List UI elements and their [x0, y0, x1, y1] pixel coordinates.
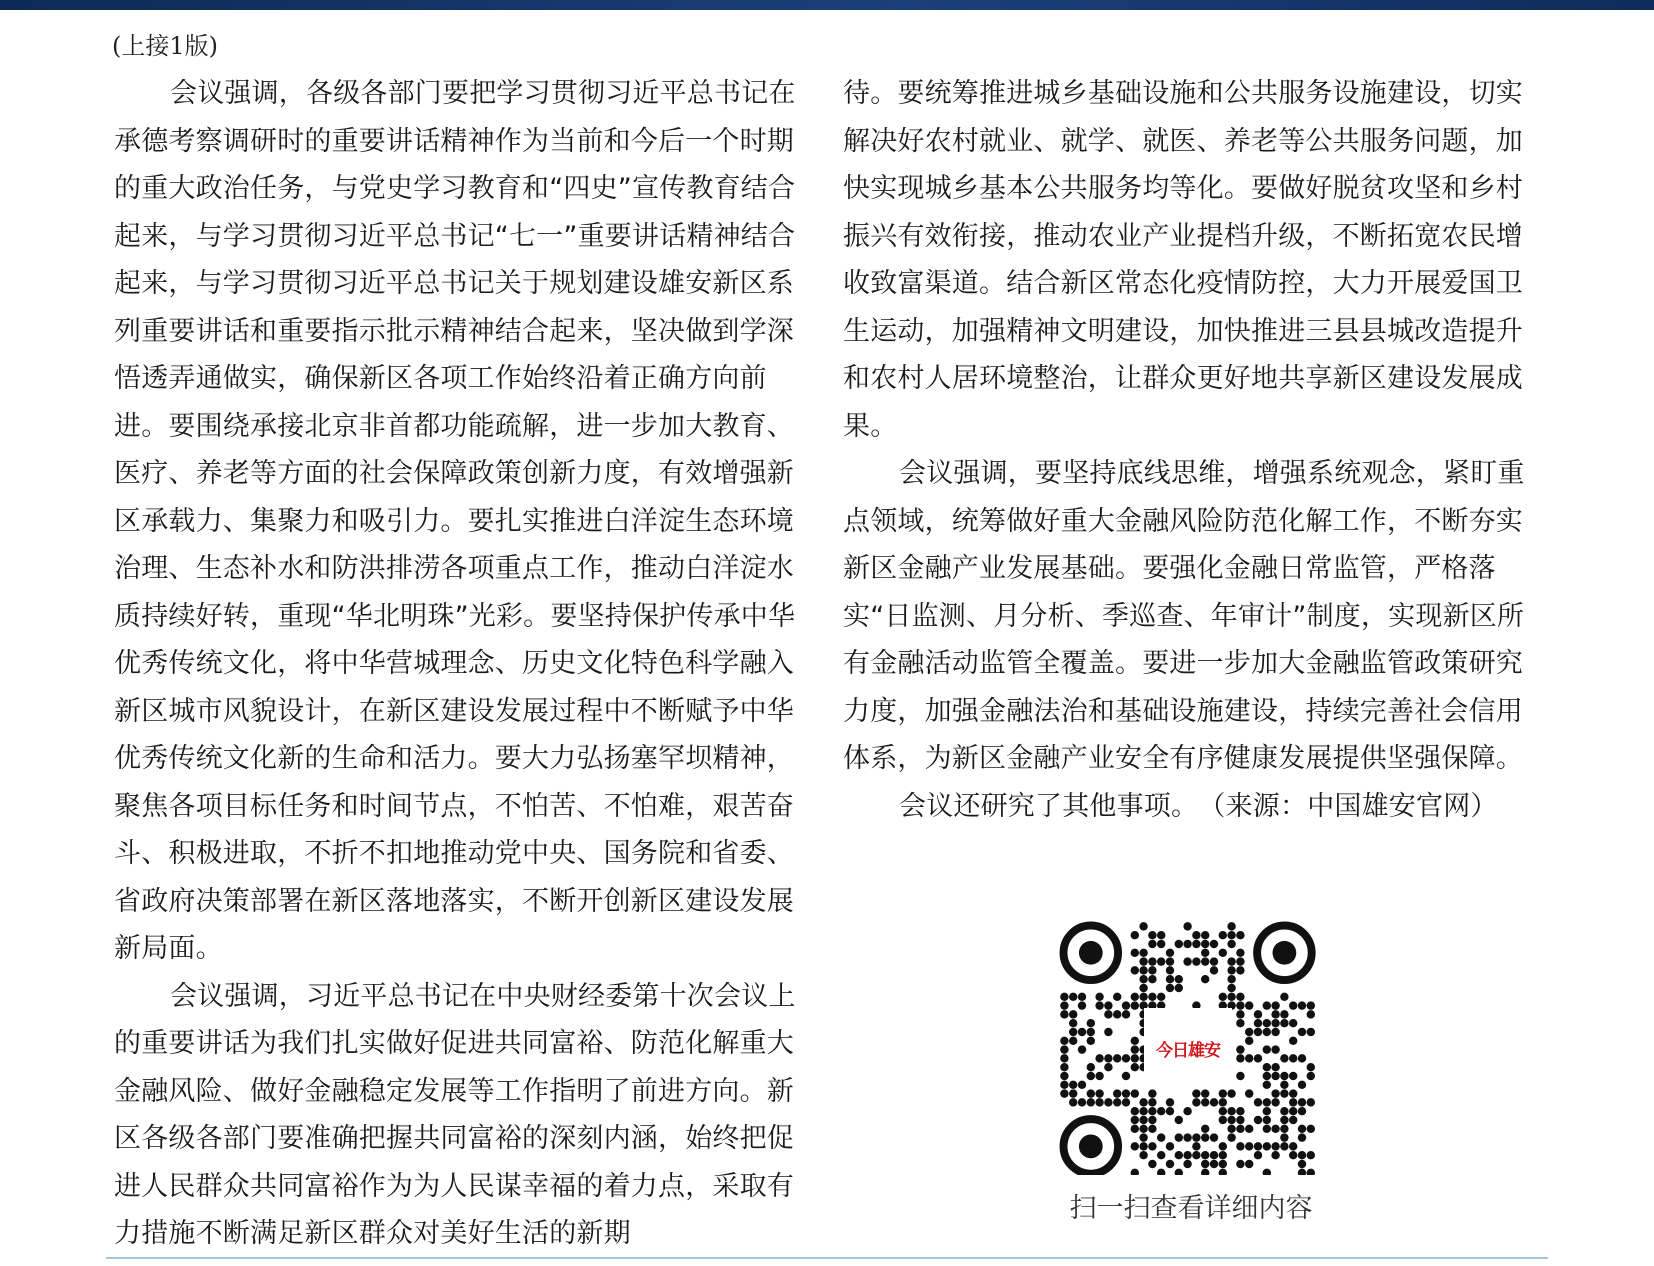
qr-dot — [1139, 922, 1147, 930]
qr-dot — [1183, 1133, 1191, 1141]
qr-dot — [1219, 1151, 1227, 1159]
qr-dot — [1280, 1116, 1288, 1124]
qr-dot — [1227, 1133, 1235, 1141]
qr-dot — [1175, 1169, 1183, 1175]
qr-dot — [1183, 922, 1191, 930]
qr-dot — [1131, 1045, 1139, 1053]
qr-dot — [1219, 931, 1227, 939]
qr-dot — [1157, 931, 1165, 939]
qr-dot — [1175, 1151, 1183, 1159]
qr-dot — [1139, 975, 1147, 983]
qr-dot — [1236, 993, 1244, 1001]
qr-dot — [1131, 1169, 1139, 1175]
qr-dot — [1236, 1107, 1244, 1115]
qr-dot — [1131, 966, 1139, 974]
qr-dot — [1210, 940, 1218, 948]
qr-dot — [1166, 1098, 1174, 1106]
qr-dot — [1245, 1028, 1253, 1036]
qr-dot — [1271, 1072, 1279, 1080]
qr-dot — [1104, 1063, 1112, 1071]
qr-dot — [1122, 1001, 1130, 1009]
qr-dot — [1113, 1054, 1121, 1062]
qr-dot — [1148, 1098, 1156, 1106]
qr-dot — [1227, 940, 1235, 948]
qr-dot — [1122, 1072, 1130, 1080]
qr-dot — [1192, 1151, 1200, 1159]
qr-dot — [1131, 1054, 1139, 1062]
qr-dot — [1236, 1001, 1244, 1009]
qr-dot — [1069, 1028, 1077, 1036]
qr-dot — [1219, 1160, 1227, 1168]
qr-dot — [1201, 957, 1209, 965]
qr-dot — [1289, 1089, 1297, 1097]
qr-dot — [1271, 1063, 1279, 1071]
qr-dot — [1219, 949, 1227, 957]
qr-dot — [1263, 1107, 1271, 1115]
qr-dot — [1175, 940, 1183, 948]
qr-dot — [1307, 1001, 1315, 1009]
qr-dot — [1289, 1098, 1297, 1106]
qr-dot — [1263, 1169, 1271, 1175]
qr-dot — [1245, 1037, 1253, 1045]
qr-dot — [1289, 1001, 1297, 1009]
qr-dot — [1307, 1063, 1315, 1071]
qr-dot — [1201, 1133, 1209, 1141]
qr-dot — [1078, 993, 1086, 1001]
qr-dot — [1236, 1125, 1244, 1133]
qr-dot — [1298, 1151, 1306, 1159]
qr-dot — [1271, 1010, 1279, 1018]
qr-dot — [1113, 1098, 1121, 1106]
qr-dot — [1069, 993, 1077, 1001]
qr-dot — [1139, 966, 1147, 974]
qr-dot — [1227, 1107, 1235, 1115]
qr-dot — [1060, 993, 1068, 1001]
qr-dot — [1280, 1019, 1288, 1027]
qr-dot — [1060, 1072, 1068, 1080]
qr-dot — [1227, 1089, 1235, 1097]
qr-dot — [1271, 1142, 1279, 1150]
qr-dot — [1236, 1160, 1244, 1168]
qr-dot — [1139, 1098, 1147, 1106]
qr-dot — [1245, 1089, 1253, 1097]
qr-dot — [1236, 966, 1244, 974]
qr-dot — [1104, 1001, 1112, 1009]
qr-dot — [1263, 1072, 1271, 1080]
qr-logo-text: 今日雄安 — [1156, 1040, 1220, 1061]
qr-dot — [1078, 1098, 1086, 1106]
qr-dot — [1113, 1010, 1121, 1018]
qr-dot — [1219, 1089, 1227, 1097]
qr-dot — [1139, 993, 1147, 1001]
qr-dot — [1227, 975, 1235, 983]
qr-dot — [1157, 1151, 1165, 1159]
qr-dot — [1104, 1098, 1112, 1106]
qr-dot — [1227, 993, 1235, 1001]
qr-dot — [1131, 1125, 1139, 1133]
qr-dot — [1157, 993, 1165, 1001]
qr-dot — [1131, 1116, 1139, 1124]
qr-dot — [1307, 1098, 1315, 1106]
qr-dot — [1298, 1081, 1306, 1089]
qr-dot — [1271, 1151, 1279, 1159]
qr-dot — [1131, 993, 1139, 1001]
qr-dot — [1139, 957, 1147, 965]
qr-dot — [1289, 1037, 1297, 1045]
qr-dot — [1192, 940, 1200, 948]
qr-dot — [1254, 1151, 1262, 1159]
qr-dot — [1227, 957, 1235, 965]
qr-dot — [1069, 1089, 1077, 1097]
qr-dot — [1069, 1010, 1077, 1018]
qr-logo — [1144, 1008, 1232, 1088]
qr-dot — [1236, 1010, 1244, 1018]
qr-dot — [1183, 940, 1191, 948]
qr-dot — [1245, 1125, 1253, 1133]
qr-dot — [1131, 1037, 1139, 1045]
qr-dot — [1060, 1001, 1068, 1009]
qr-dot — [1192, 1089, 1200, 1097]
qr-dot — [1254, 1028, 1262, 1036]
top-banner-bar — [0, 0, 1654, 10]
qr-dot — [1201, 931, 1209, 939]
qr-dot — [1157, 1107, 1165, 1115]
qr-dot — [1210, 1151, 1218, 1159]
qr-dot — [1078, 1045, 1086, 1053]
qr-dot — [1271, 1001, 1279, 1009]
qr-dot — [1131, 1107, 1139, 1115]
qr-dot — [1263, 1045, 1271, 1053]
qr-dot — [1166, 966, 1174, 974]
qr-dot — [1192, 931, 1200, 939]
article-right-column — [843, 70, 1533, 830]
paragraph: 会议强调，要坚持底线思维，增强系统观念，紧盯重点领域，统筹做好重大金融风险防范化解工作，不断夯实新区金融产业发展基础。要强化金融日常监管，严格落实“日监测、月分析、季巡查、年审计”制度，实现新区所有金融活动监管全覆盖。要进一步加大金融监管政策研究力度，加强金融法治和基础设施建设，持续完善社会信用体系，为新区金融产业安全有序健康发展提供坚强保障。 — [843, 458, 1525, 774]
qr-dot — [1263, 1001, 1271, 1009]
qr-dot — [1087, 1089, 1095, 1097]
qr-dot — [1087, 1037, 1095, 1045]
qr-dot — [1148, 1116, 1156, 1124]
qr-dot — [1280, 1010, 1288, 1018]
qr-dot — [1122, 1010, 1130, 1018]
source-note: 会议还研究了其他事项。 （来源：中国雄安官网） — [899, 790, 1498, 822]
qr-dot — [1183, 957, 1191, 965]
qr-dot — [1148, 940, 1156, 948]
qr-dot — [1245, 1001, 1253, 1009]
qr-dot — [1104, 1054, 1112, 1062]
qr-dot — [1254, 1098, 1262, 1106]
qr-dot — [1219, 993, 1227, 1001]
qr-dot — [1087, 1019, 1095, 1027]
qr-dot — [1113, 1089, 1121, 1097]
qr-dot — [1113, 993, 1121, 1001]
qr-dot — [1060, 1089, 1068, 1097]
qr-dot — [1227, 1125, 1235, 1133]
continuation-note: (上接1版) — [112, 32, 218, 60]
qr-dot — [1157, 940, 1165, 948]
qr-dot — [1131, 1001, 1139, 1009]
qr-dot — [1280, 1054, 1288, 1062]
qr-dot — [1175, 975, 1183, 983]
qr-dot — [1289, 1151, 1297, 1159]
qr-dot — [1131, 931, 1139, 939]
paragraph: 会议强调，各级各部门要把学习贯彻习近平总书记在承德考察调研时的重要讲话精神作为当前和今后一个时期的重大政治任务，与党史学习教育和“四史”宣传教育结合起来，与学习贯彻习近平总书记“七一”重要讲话精神结合起来，与学习贯彻习近平总书记关于规划建设雄安新区系列重要讲话和重要指示批示精神结合起来，坚决做到学深悟透弄通做实，确保新区各项工作始终沿着正确方向前进。要围绕承接北京非首都功能疏解，进一步加大教育、医疗、养老等方面的社会保障政策创新力度，有效增强新区承载力、集聚力和吸引力。要扎实推进白洋淀生态环境治理、生态补水和防洪排涝各项重点工作，推动白洋淀水质持续好转，重现“华北明珠”光彩。要坚持保护传承中华优秀传统文化，将中华营城理念、历史文化特色科学融入新区城市风貌设计，在新区建设发展过程中不断赋予中华优秀传统文化新的生命和活力。要大力弘扬塞罕坝精神，聚焦各项目标任务和时间节点，不怕苦、不怕难，艰苦奋斗、积极进取，不折不扣地推动党中央、国务院和省委、省政府决策部署在新区落地落实，不断开创新区建设发展新局面。 — [114, 78, 796, 964]
qr-dot — [1219, 1116, 1227, 1124]
qr-dot — [1227, 931, 1235, 939]
qr-dot — [1236, 1019, 1244, 1027]
qr-dot — [1069, 1019, 1077, 1027]
qr-dot — [1307, 1028, 1315, 1036]
qr-dot — [1298, 1125, 1306, 1133]
qr-dot — [1254, 1010, 1262, 1018]
qr-dot — [1095, 1098, 1103, 1106]
qr-dot — [1139, 1133, 1147, 1141]
qr-dot — [1087, 1072, 1095, 1080]
qr-dot — [1227, 984, 1235, 992]
qr-dot — [1087, 1098, 1095, 1106]
qr-dot — [1166, 984, 1174, 992]
qr-dot — [1263, 1063, 1271, 1071]
qr-dot — [1219, 1098, 1227, 1106]
qr-dot — [1166, 975, 1174, 983]
qr-dot — [1069, 1098, 1077, 1106]
qr-dot — [1139, 1125, 1147, 1133]
qr-dot — [1201, 1169, 1209, 1175]
qr-dot — [1192, 1133, 1200, 1141]
qr-finder-center — [1273, 941, 1297, 965]
qr-dot — [1201, 949, 1209, 957]
qr-dot — [1060, 1037, 1068, 1045]
qr-dot — [1298, 1098, 1306, 1106]
qr-dot — [1166, 1142, 1174, 1150]
qr-dot — [1271, 1125, 1279, 1133]
qr-dot — [1201, 1098, 1209, 1106]
qr-dot — [1271, 1098, 1279, 1106]
qr-dot — [1271, 1045, 1279, 1053]
qr-dot — [1139, 1116, 1147, 1124]
qr-dot — [1263, 1142, 1271, 1150]
qr-dot — [1236, 1045, 1244, 1053]
qr-dot — [1245, 1142, 1253, 1150]
qr-dot — [1289, 1142, 1297, 1150]
qr-dot — [1201, 1160, 1209, 1168]
qr-dot — [1201, 1151, 1209, 1159]
qr-dot — [1078, 1028, 1086, 1036]
qr-dot — [1078, 1081, 1086, 1089]
qr-dot — [1307, 1072, 1315, 1080]
paragraph-continued: 待。要统筹推进城乡基础设施和公共服务设施建设，切实解决好农村就业、就学、就医、养老等公共服务问题，加快实现城乡基本公共服务均等化。要做好脱贫攻坚和乡村振兴有效衔接，推动农业产业提档升级，不断拓宽农民增收致富渠道。结合新区常态化疫情防控，大力开展爱国卫生运动，加强精神文明建设，加快推进三县县城改造提升和农村人居环境整治，让群众更好地共享新区建设发展成果。 — [843, 78, 1523, 442]
qr-dot — [1166, 1107, 1174, 1115]
qr-dot — [1263, 1098, 1271, 1106]
qr-dot — [1104, 1028, 1112, 1036]
qr-dot — [1271, 1019, 1279, 1027]
qr-dot — [1157, 1169, 1165, 1175]
qr-caption: 扫一扫查看详细内容 — [1069, 1193, 1313, 1224]
qr-dot — [1060, 1045, 1068, 1053]
qr-dot — [1236, 949, 1244, 957]
qr-dot — [1166, 1160, 1174, 1168]
qr-dot — [1148, 1142, 1156, 1150]
qr-dot — [1166, 957, 1174, 965]
qr-dot — [1289, 1019, 1297, 1027]
qr-dot — [1175, 1133, 1183, 1141]
qr-dot — [1289, 1054, 1297, 1062]
qr-dot — [1263, 1028, 1271, 1036]
qr-dot — [1263, 1019, 1271, 1027]
qr-dot — [1263, 1081, 1271, 1089]
qr-dot — [1219, 1107, 1227, 1115]
qr-dot — [1148, 975, 1156, 983]
qr-dot — [1298, 1169, 1306, 1175]
qr-dot — [1219, 1169, 1227, 1175]
qr-dot — [1139, 1107, 1147, 1115]
qr-dot — [1280, 1072, 1288, 1080]
qr-dot — [1131, 949, 1139, 957]
qr-dot — [1289, 1072, 1297, 1080]
qr-dot — [1210, 1160, 1218, 1168]
qr-dot — [1210, 957, 1218, 965]
qr-dot — [1060, 1081, 1068, 1089]
qr-dot — [1236, 1054, 1244, 1062]
qr-dot — [1069, 1081, 1077, 1089]
qr-dot — [1095, 993, 1103, 1001]
qr-dot — [1298, 1001, 1306, 1009]
qr-dot — [1210, 966, 1218, 974]
qr-dot — [1210, 1098, 1218, 1106]
qr-dot — [1245, 1160, 1253, 1168]
qr-dot — [1236, 957, 1244, 965]
qr-dot — [1280, 993, 1288, 1001]
qr-dot — [1307, 1010, 1315, 1018]
qr-dot — [1104, 1010, 1112, 1018]
qr-dot — [1139, 949, 1147, 957]
qr-dot — [1139, 1151, 1147, 1159]
qr-dot — [1298, 1160, 1306, 1168]
qr-dot — [1280, 1142, 1288, 1150]
qr-finder-center — [1079, 1135, 1103, 1159]
qr-dot — [1289, 1116, 1297, 1124]
qr-dot — [1166, 949, 1174, 957]
qr-dot — [1183, 1107, 1191, 1115]
paragraph: 会议强调，习近平总书记在中央财经委第十次会议上的重要讲话为我们扎实做好促进共同富裕、防范化解重大金融风险、做好金融稳定发展等工作指明了前进方向。新区各级各部门要准确把握共同富裕的深刻内涵，始终把促进人民群众共同富裕作为为人民谋幸福的着力点，采取有力措施不断满足新区群众对美好生活的新期 — [114, 980, 796, 1249]
qr-dot — [1183, 1151, 1191, 1159]
qr-dot — [1245, 1054, 1253, 1062]
qr-dot — [1298, 1107, 1306, 1115]
qr-dot — [1148, 1160, 1156, 1168]
qr-dot — [1095, 1001, 1103, 1009]
qr-dot — [1131, 1089, 1139, 1097]
qr-dot — [1131, 1142, 1139, 1150]
qr-dot — [1087, 1063, 1095, 1071]
qr-dot — [1254, 1142, 1262, 1150]
qr-dot — [1148, 931, 1156, 939]
qr-dot — [1122, 1098, 1130, 1106]
qr-dot — [1201, 975, 1209, 983]
qr-dot — [1307, 1151, 1315, 1159]
qr-dot — [1122, 1089, 1130, 1097]
qr-dot — [1095, 1072, 1103, 1080]
qr-dot — [1139, 1142, 1147, 1150]
qr-dot — [1175, 984, 1183, 992]
qr-dot — [1157, 1133, 1165, 1141]
qr-dot — [1307, 1169, 1315, 1175]
qr-dot — [1122, 1054, 1130, 1062]
qr-dot — [1148, 1125, 1156, 1133]
qr-dot — [1236, 1142, 1244, 1150]
qr-dot — [1078, 1001, 1086, 1009]
qr-dot — [1227, 922, 1235, 930]
qr-dot — [1192, 1142, 1200, 1150]
qr-dot — [1263, 1125, 1271, 1133]
qr-dot — [1148, 993, 1156, 1001]
qr-dot — [1227, 1116, 1235, 1124]
qr-dot — [1148, 1107, 1156, 1115]
qr-dot — [1201, 1125, 1209, 1133]
qr-dot — [1298, 1133, 1306, 1141]
article-left-column — [114, 70, 814, 1258]
qr-dot — [1060, 1054, 1068, 1062]
qr-dot — [1280, 1089, 1288, 1097]
qr-code[interactable] — [1058, 920, 1318, 1175]
qr-dot — [1236, 931, 1244, 939]
qr-finder-center — [1079, 941, 1103, 965]
qr-dot — [1298, 1028, 1306, 1036]
qr-dot — [1201, 940, 1209, 948]
qr-dot — [1254, 1019, 1262, 1027]
qr-dot — [1192, 1098, 1200, 1106]
qr-dot — [1254, 1054, 1262, 1062]
qr-dot — [1307, 1125, 1315, 1133]
qr-dot — [1095, 1089, 1103, 1097]
qr-dot — [1139, 984, 1147, 992]
qr-dot — [1148, 1089, 1156, 1097]
qr-dot — [1271, 1089, 1279, 1097]
qr-dot — [1263, 1116, 1271, 1124]
qr-dot — [1280, 1133, 1288, 1141]
qr-dot — [1175, 1116, 1183, 1124]
qr-dot — [1148, 957, 1156, 965]
qr-dot — [1210, 1133, 1218, 1141]
qr-dot — [1201, 1089, 1209, 1097]
qr-dot — [1060, 1063, 1068, 1071]
qr-dot — [1157, 957, 1165, 965]
qr-dot — [1060, 1010, 1068, 1018]
qr-dot — [1280, 1107, 1288, 1115]
qr-dot — [1069, 1037, 1077, 1045]
qr-dot — [1227, 966, 1235, 974]
qr-dot — [1289, 1107, 1297, 1115]
qr-dot — [1095, 1054, 1103, 1062]
qr-dot — [1192, 957, 1200, 965]
qr-dot — [1254, 1116, 1262, 1124]
qr-dot — [1131, 1063, 1139, 1071]
qr-dot — [1271, 1028, 1279, 1036]
qr-dot — [1148, 966, 1156, 974]
qr-dot — [1219, 1142, 1227, 1150]
qr-dot — [1236, 1072, 1244, 1080]
qr-dot — [1087, 1028, 1095, 1036]
qr-dot — [1280, 1125, 1288, 1133]
qr-dot — [1183, 1160, 1191, 1168]
qr-dot — [1280, 1081, 1288, 1089]
qr-dot — [1236, 1116, 1244, 1124]
bottom-rule — [106, 1257, 1548, 1259]
qr-dot — [1298, 1054, 1306, 1062]
